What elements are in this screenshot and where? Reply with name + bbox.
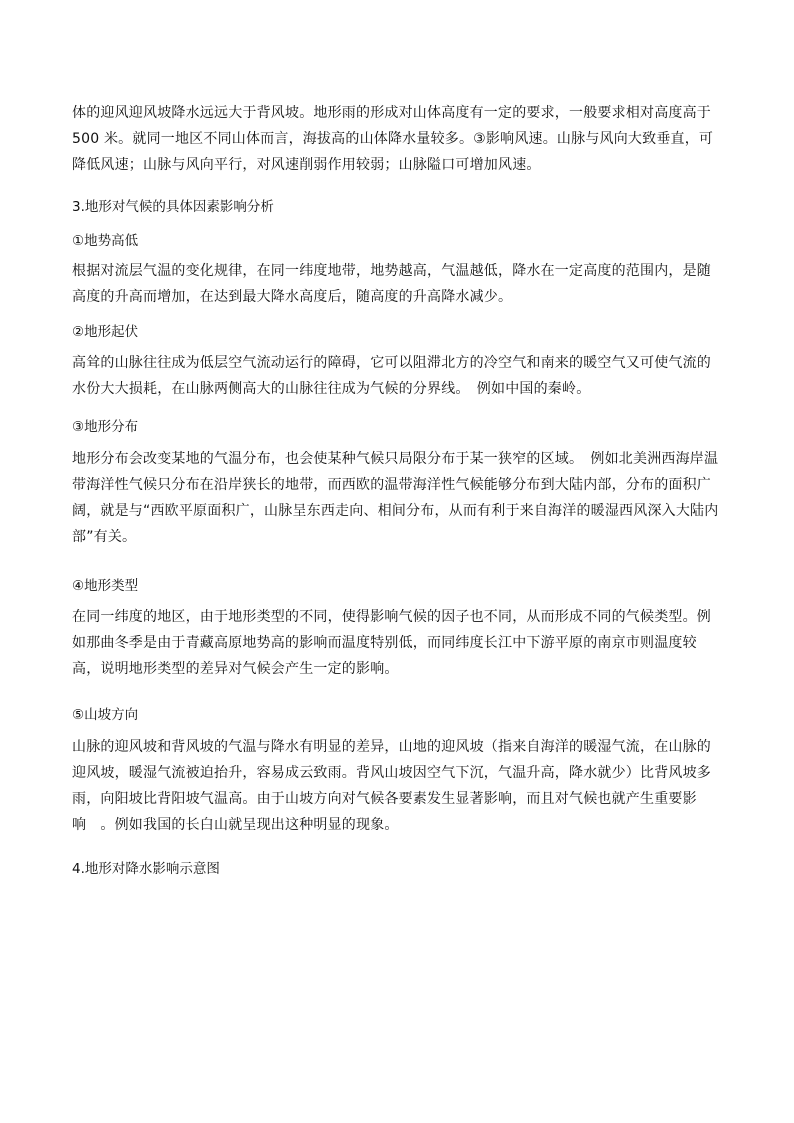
factor-text-relief: 高耸的山脉往往成为低层空气流动运行的障碍，它可以阻滞北方的冷空气和南来的暖空气又可使气流的水份大大损耗，在山脉两侧高大的山脉往往成为气候的分界线。 例如中国的秦岭。 <box>72 355 711 397</box>
section-3-title: 3.地形对气候的具体因素影响分析 <box>72 199 274 215</box>
factor-title-elevation: ①地势高低 <box>72 233 139 249</box>
factor-text-distribution: 地形分布会改变某地的气温分布，也会使某种气候只局限分布于某一狭窄的区域。 例如北美洲西海岸温带海洋性气候只分布在沿岸狭长的地带，而西欧的温带海洋性气候能够分布到大陆内部，分布的面积广阔，就是与“西欧平原面积广，山脉呈东西走向、相间分布，从而有利于来自海洋的暖湿西风深入大陆内部”有关。 <box>72 451 719 545</box>
section-4-title: 4.地形对降水影响示意图 <box>72 861 220 877</box>
factor-text-elevation: 根据对流层气温的变化规律，在同一纬度地带，地势越高，气温越低，降水在一定高度的范围内，是随高度的升高而增加，在达到最大降水高度后，随高度的升高降水减少。 <box>72 263 711 305</box>
factor-title-slope-aspect: ⑤山坡方向 <box>72 707 139 723</box>
factor-title-relief: ②地形起伏 <box>72 324 139 340</box>
factor-text-slope-aspect: 山脉的迎风坡和背风坡的气温与降水有明显的差异，山地的迎风坡（指来自海洋的暖湿气流，在山脉的迎风坡，暖湿气流被迫抬升，容易成云致雨。背风山坡因空气下沉，气温升高，降水就少）比背风坡多雨，向阳坡比背阳坡气温高。由于山坡方向对气候各要素发生显著影响，而且对气候也就产生重要影响 。例如我国的长白山就呈现出这种明显的现象。 <box>72 739 711 833</box>
factor-title-landform-type: ④地形类型 <box>72 578 139 594</box>
factor-text-landform-type: 在同一纬度的地区，由于地形类型的不同，使得影响气候的因子也不同，从而形成不同的气候类型。例如那曲冬季是由于青藏高原地势高的影响而温度特别低，而同纬度长江中下游平原的南京市则温度较高，说明地形类型的差异对气候会产生一定的影响。 <box>72 609 711 677</box>
factor-title-distribution: ③地形分布 <box>72 419 139 435</box>
intro-paragraph: 体的迎风迎风坡降水远远大于背风坡。地形雨的形成对山体高度有一定的要求，一般要求相对高度高于 500 米。就同一地区不同山体而言，海拔高的山体降水量较多。③影响风速。山脉与风向大致垂直，可降低风速；山脉与风向平行，对风速削弱作用较弱；山脉隘口可增加风速。 <box>72 105 716 173</box>
